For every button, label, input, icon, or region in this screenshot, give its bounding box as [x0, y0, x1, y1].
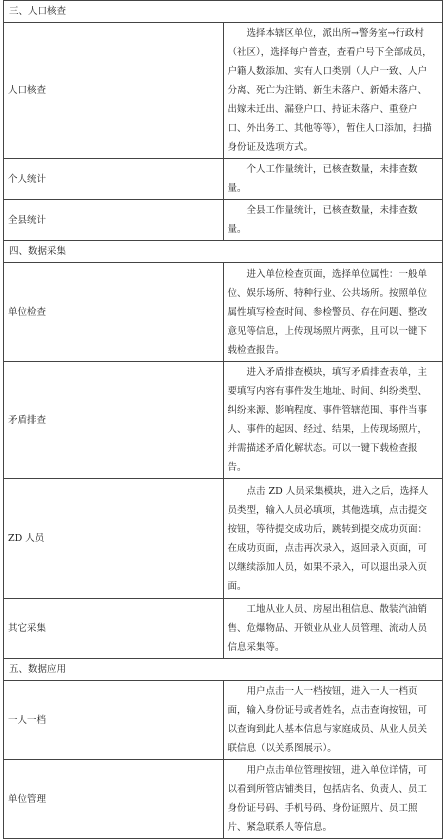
row-label: 人口核查: [4, 23, 224, 159]
row-description: 个人工作量统计，已核查数量，未排查数量。: [223, 159, 443, 200]
row-label: 其它采集: [4, 599, 224, 659]
table-row: [4, 479, 443, 599]
feature-table: [3, 0, 443, 839]
section-row: [4, 241, 443, 263]
table-row: [4, 263, 443, 362]
section-row: [4, 659, 443, 681]
table-row: [4, 760, 443, 839]
row-label: 个人统计: [4, 159, 224, 200]
row-label: 单位检查: [4, 263, 224, 362]
table-row: [4, 599, 443, 659]
row-label: 矛盾排查: [4, 362, 224, 479]
row-label: ZD 人员: [4, 479, 224, 599]
row-label: 全县统计: [4, 200, 224, 241]
section-row: [4, 1, 443, 23]
row-description: 用户点击一人一档按钮，进入一人一档页面，输入身份证号或者姓名，点击查询按钮，可以查询到此人基本信息与家庭成员、从业人员关联信息（以关系图展示）。: [223, 681, 443, 760]
row-label: 单位管理: [4, 760, 224, 839]
row-description: 用户点击单位管理按钮，进入单位详情，可以看到所管店铺类目，包括店名、负责人、员工身份证号码、手机号码、身份证照片、员工照片、紧急联系人等信息。: [223, 760, 443, 839]
row-label: 一人一档: [4, 681, 224, 760]
row-description: 进入矛盾排查模块，填写矛盾排查表单，主要填写内容有事件发生地址、时间、纠纷类型、纠纷来源、影响程度、事件管辖范围、事件当事人、事件的起因、经过、结果，上传现场照片，并需描述矛盾化解状态。可以一键下载检查报告。: [223, 362, 443, 479]
section-heading-population-check: 三、人口核查: [4, 1, 443, 23]
row-description: 进入单位检查页面，选择单位属性：一般单位、娱乐场所、特种行业、公共场所。按照单位属性填写检查时间、参检警员、存在问题、整改意见等信息，上传现场照片两张，且可以一键下载检查报告。: [223, 263, 443, 362]
row-description: 全县工作量统计，已核查数量，未排查数量。: [223, 200, 443, 241]
section-heading-data-application: 五、数据应用: [4, 659, 443, 681]
table-row: [4, 200, 443, 241]
table-row: [4, 362, 443, 479]
table-row: [4, 159, 443, 200]
row-description: 选择本辖区单位，派出所→警务室→行政村（社区），选择每户普查，查看户号下全部成员，户籍人数添加、实有人口类别（人户一致、人户分离、死亡为注销、新生未落户、新婚未落户、出嫁未迁出、漏登户口、持证未落户、重登户口、外出务工、其他等等），暂住人口添加，扫描身份证及选项方式。: [223, 23, 443, 159]
table-row: [4, 681, 443, 760]
table-row: [4, 23, 443, 159]
row-description: 工地从业人员、房屋出租信息、散装汽油销售、危爆物品、开锁业从业人员管理、流动人员信息采集等。: [223, 599, 443, 659]
section-heading-data-collection: 四、数据采集: [4, 241, 443, 263]
row-description: 点击 ZD 人员采集模块，进入之后，选择人员类型，输入人员必填项，其他选填，点击提交按钮，等待提交成功后，跳转到提交成功页面：在成功页面，点击再次录入，返回录入页面，可以继续添加人员，如果不录入，可以退出录入页面。: [223, 479, 443, 599]
